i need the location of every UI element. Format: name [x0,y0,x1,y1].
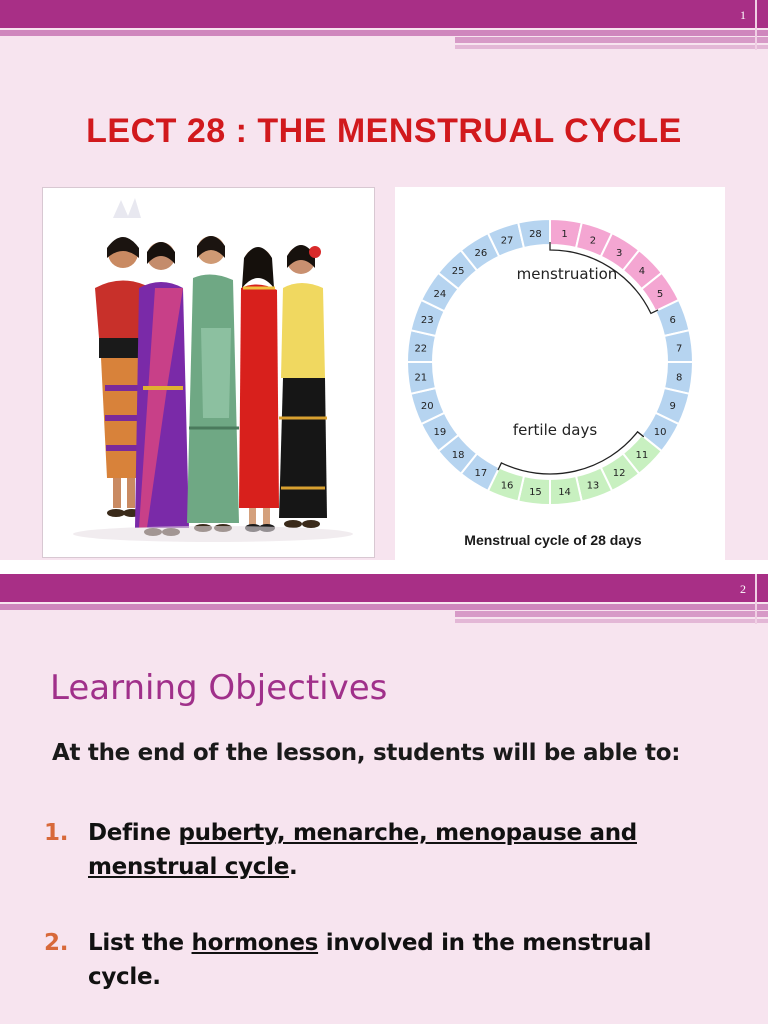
cycle-day-label: 6 [669,315,676,327]
cycle-day-label: 8 [675,372,683,384]
objective-term: menstrual cycle [88,854,289,880]
slide-header [0,0,768,60]
cycle-day-label: 4 [638,266,646,278]
cycle-ring [395,187,725,568]
objective-term: puberty, menarche, menopause and [178,820,637,846]
header-stripe [0,30,768,36]
header-stripe [455,45,768,49]
person-4 [239,247,279,532]
cycle-day-label: 11 [635,449,649,461]
cycle-day-label: 9 [669,400,676,412]
cycle-day-label: 22 [414,343,428,355]
fertile-days-label: fertile days [512,421,598,439]
cycle-day-label: 1 [561,228,568,240]
header-stripe [0,604,768,610]
objective-text: . [289,854,298,880]
cycle-day-label: 20 [420,400,434,412]
header-stripe [455,37,768,43]
cycle-caption: Menstrual cycle of 28 days [464,532,642,548]
cycle-day-label: 7 [675,343,683,355]
cycle-day-label: 25 [451,266,465,278]
women-illustration [43,188,374,557]
objective-2 [44,926,651,994]
objective-text: involved in the menstrual [318,930,652,956]
cycle-day-label: 2 [589,235,597,247]
cycle-day-label: 23 [420,315,434,327]
cycle-day-label: 18 [451,449,465,461]
cycle-day-label: 13 [586,480,600,492]
objective-term: hormones [191,930,319,956]
slide-number: 1 [740,8,746,22]
menstruation-label: menstruation [516,265,618,283]
header-bar [0,0,768,28]
header-stripe [455,611,768,617]
cycle-day-label: 21 [414,372,428,384]
header-tick [755,0,757,50]
slide-header [0,574,768,634]
cycle-day-label: 24 [433,288,447,300]
cycle-day-label: 17 [474,468,488,480]
slide-gap [0,560,768,574]
cycle-day-label: 12 [612,468,626,480]
objective-line2 [44,850,637,884]
header-bar [0,574,768,602]
objectives-intro: At the end of the lesson, students will be able to: [52,740,681,766]
women-photo [42,187,375,558]
person-3 [187,236,239,532]
cycle-day-label: 5 [656,288,664,300]
objective-line2: cycle. [88,964,161,990]
slide-2 [0,574,768,1024]
cycle-day-label: 16 [500,480,514,492]
slide-number: 2 [740,582,746,596]
slide-title: LECT 28 : THE MENSTRUAL CYCLE [86,112,682,150]
cycle-day-label: 10 [653,427,667,439]
cycle-day-label: 28 [529,228,542,240]
cycle-day-label: 27 [500,235,514,247]
header-tick [755,574,757,624]
cycle-day-label: 15 [529,487,542,499]
cycle-day-label: 26 [474,247,488,259]
person-5 [279,245,327,528]
objective-text: List the [88,930,192,956]
objective-1 [44,816,637,884]
objective-number: 2. [44,930,69,956]
learning-objectives-title: Learning Objectives [50,668,388,708]
cycle-diagram [395,187,725,568]
objective-number: 1. [44,820,69,846]
cycle-day-label: 3 [615,247,623,259]
objective-text: Define [88,820,179,846]
header-stripe [455,619,768,623]
cycle-day-label: 19 [433,427,447,439]
cycle-day-label: 14 [558,487,571,499]
person-2 [135,242,189,536]
